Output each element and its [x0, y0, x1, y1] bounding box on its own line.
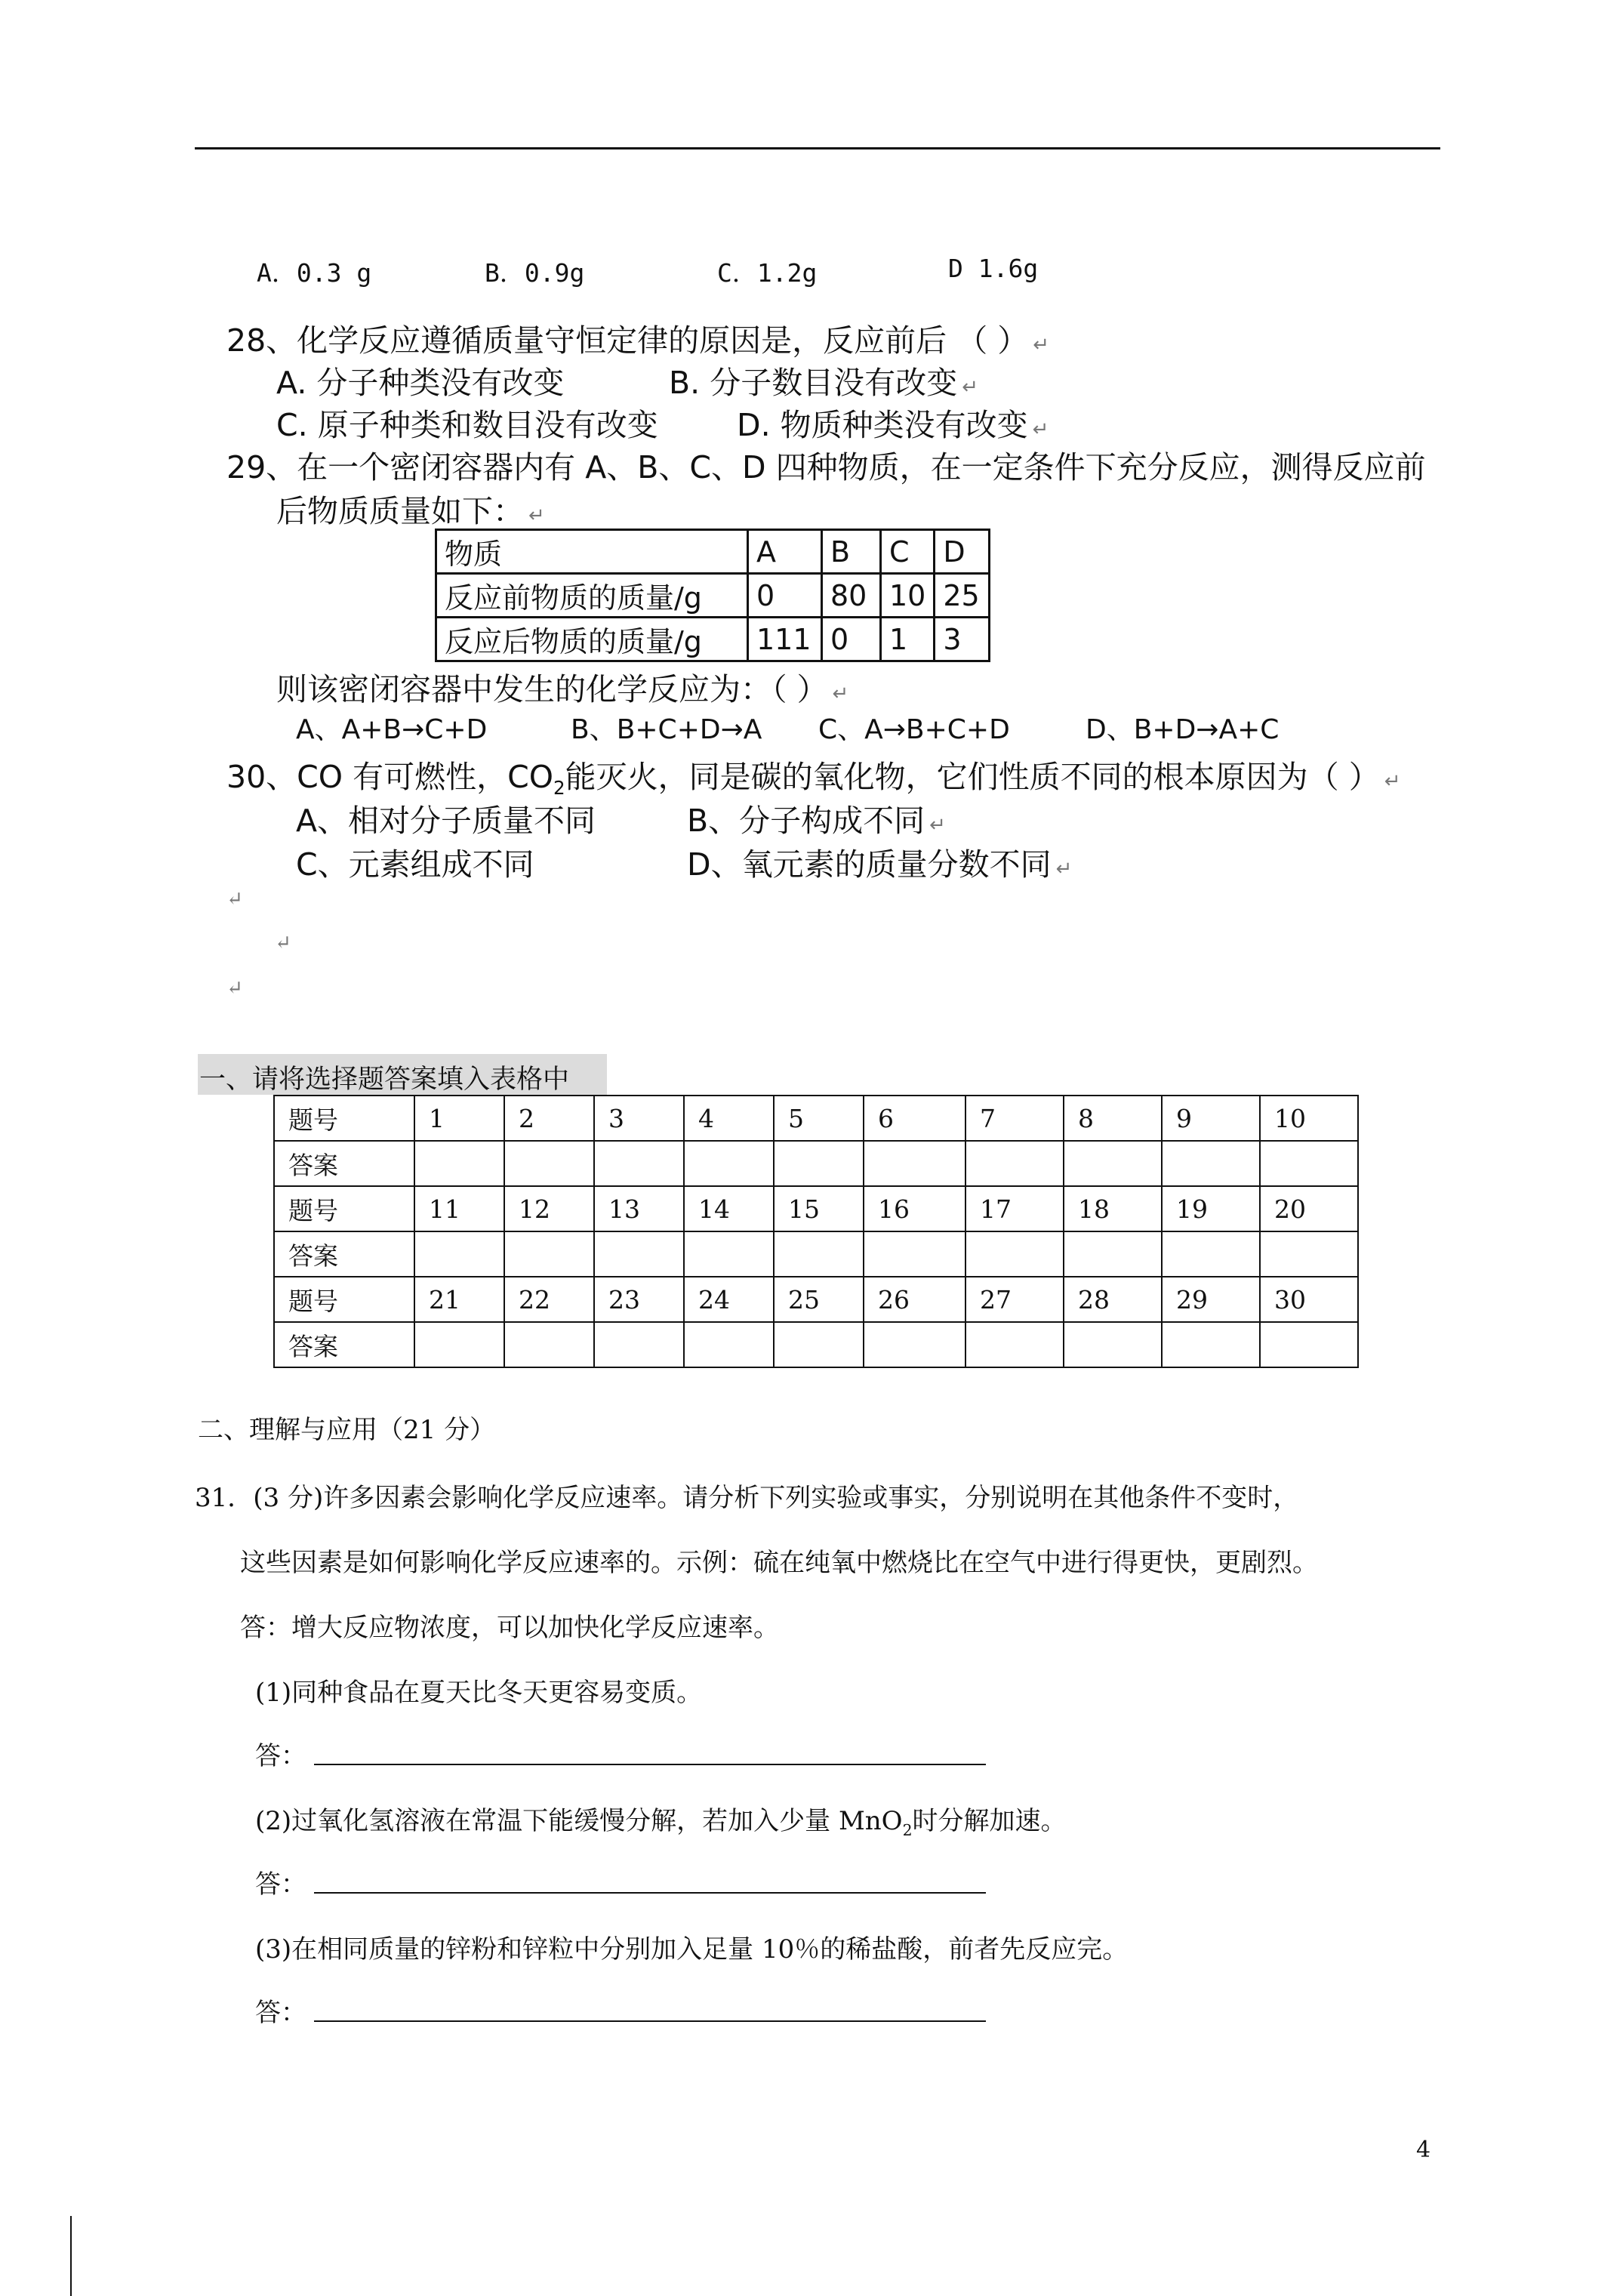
- q28-option-d: D. 物质种类没有改变 ↵: [737, 407, 1049, 443]
- answer-cell[interactable]: [684, 1231, 774, 1277]
- q27-option-c: C．1.2g: [717, 258, 818, 288]
- page-number: 4: [1416, 2137, 1431, 2163]
- question-number: 17: [965, 1186, 1064, 1231]
- q31-answer3-label: 答：: [255, 1998, 306, 2028]
- answer-cell[interactable]: [1260, 1322, 1358, 1367]
- answer-table-answer-row: [274, 1141, 1358, 1186]
- q29-option-d: D、B+D→A+C: [1086, 714, 1280, 745]
- q31-item1: (1)同种食品在夏天比冬天更容易变质。: [255, 1678, 703, 1708]
- row-label: 答案: [274, 1231, 414, 1277]
- question-number: 23: [594, 1277, 684, 1322]
- question-number: 24: [684, 1277, 774, 1322]
- mass-cell: 3: [935, 618, 990, 661]
- question-number: 14: [684, 1186, 774, 1231]
- answer-cell[interactable]: [1064, 1141, 1162, 1186]
- answer-cell[interactable]: [594, 1141, 684, 1186]
- q29-option-a: A、A+B→C+D: [296, 714, 488, 745]
- mass-cell: 反应后物质的质量/g: [436, 618, 748, 661]
- answer-cell[interactable]: [684, 1141, 774, 1186]
- q29-stem-line1: 29、在一个密闭容器内有 A、B、C、D 四种物质，在一定条件下充分反应，测得反应前: [226, 449, 1426, 485]
- q30-stem: 30、CO 有可燃性，$CO_2$能灭火，同是碳的氧化物，它们性质不同的根本原因为（ ） ↵: [226, 759, 1401, 800]
- q31-item3: (3)在相同质量的锌粉和锌粒中分别加入足量 10％的稀盐酸，前者先反应完。: [255, 1934, 1129, 1965]
- answer-table-answer-row: [274, 1231, 1358, 1277]
- mass-cell: 10: [881, 574, 935, 618]
- question-number: 25: [774, 1277, 864, 1322]
- mass-cell: 0: [748, 574, 822, 618]
- question-number: 29: [1162, 1277, 1260, 1322]
- answer-cell[interactable]: [1064, 1322, 1162, 1367]
- question-number: 15: [774, 1186, 864, 1231]
- row-label: 答案: [274, 1141, 414, 1186]
- paragraph-mark: ↵: [275, 932, 291, 954]
- answer-cell[interactable]: [864, 1231, 965, 1277]
- q29-option-b: B、B+C+D→A: [571, 714, 762, 745]
- answer-cell[interactable]: [965, 1231, 1064, 1277]
- answer-table-number-row: [274, 1096, 1358, 1141]
- mass-cell: 0: [822, 618, 881, 661]
- q27-option-d: D 1.6g: [948, 254, 1039, 283]
- answer-cell[interactable]: [414, 1141, 504, 1186]
- mass-cell: B: [822, 530, 881, 574]
- mass-table-row-after: [436, 618, 990, 661]
- answer-cell[interactable]: [504, 1231, 594, 1277]
- answer-cell[interactable]: [684, 1322, 774, 1367]
- mass-cell: D: [935, 530, 990, 574]
- question-number: 18: [1064, 1186, 1162, 1231]
- question-number: 22: [504, 1277, 594, 1322]
- q30-option-a: A、相对分子质量不同: [296, 803, 596, 839]
- answer-cell[interactable]: [965, 1141, 1064, 1186]
- answer-cell[interactable]: [1260, 1231, 1358, 1277]
- header-rule: [195, 147, 1440, 149]
- q31-line2: 这些因素是如何影响化学反应速率的。示例：硫在纯氧中燃烧比在空气中进行得更快，更剧烈。: [240, 1548, 1318, 1578]
- q31-line3: 答：增大反应物浓度，可以加快化学反应速率。: [240, 1613, 779, 1643]
- question-number: 6: [864, 1096, 965, 1141]
- question-number: 11: [414, 1186, 504, 1231]
- mass-cell: 反应前物质的质量/g: [436, 574, 748, 618]
- mass-cell: 80: [822, 574, 881, 618]
- q31-line1: 31．(3 分)许多因素会影响化学反应速率。请分析下列实验或事实，分别说明在其他条件不变时，: [195, 1483, 1299, 1513]
- mass-cell: 物质: [436, 530, 748, 574]
- answer-cell[interactable]: [1162, 1231, 1260, 1277]
- row-label: 题号: [274, 1096, 414, 1141]
- question-number: 4: [684, 1096, 774, 1141]
- q29-stem-line2: 后物质质量如下： ↵: [276, 493, 545, 529]
- q28-stem: 28、化学反应遵循质量守恒定律的原因是，反应前后 （ ） ↵: [226, 322, 1050, 359]
- answer-cell[interactable]: [864, 1141, 965, 1186]
- question-number: 20: [1260, 1186, 1358, 1231]
- answer-cell[interactable]: [504, 1322, 594, 1367]
- answer-cell[interactable]: [965, 1322, 1064, 1367]
- mass-cell: 111: [748, 618, 822, 661]
- question-number: 26: [864, 1277, 965, 1322]
- mass-table-header: [436, 530, 990, 574]
- row-label: 答案: [274, 1322, 414, 1367]
- answer-cell[interactable]: [414, 1231, 504, 1277]
- q28-option-c: C. 原子种类和数目没有改变: [276, 407, 658, 443]
- mass-cell: C: [881, 530, 935, 574]
- question-number: 28: [1064, 1277, 1162, 1322]
- answer2-line[interactable]: [314, 1892, 986, 1894]
- answer-cell[interactable]: [864, 1322, 965, 1367]
- answer1-line[interactable]: [314, 1764, 986, 1765]
- question-number: 12: [504, 1186, 594, 1231]
- answer3-line[interactable]: [314, 2020, 986, 2022]
- answer-cell[interactable]: [774, 1322, 864, 1367]
- answer-table-answer-row: [274, 1322, 1358, 1367]
- answer-cell[interactable]: [774, 1231, 864, 1277]
- answer-table-number-row: [274, 1186, 1358, 1231]
- question-number: 10: [1260, 1096, 1358, 1141]
- question-number: 13: [594, 1186, 684, 1231]
- answer-table: [273, 1095, 1359, 1368]
- question-number: 5: [774, 1096, 864, 1141]
- answer-cell[interactable]: [1064, 1231, 1162, 1277]
- q30-option-d: D、氧元素的质量分数不同 ↵: [687, 846, 1073, 883]
- row-label: 题号: [274, 1277, 414, 1322]
- mass-cell: A: [748, 530, 822, 574]
- question-number: 9: [1162, 1096, 1260, 1141]
- answer-cell[interactable]: [504, 1141, 594, 1186]
- mass-cell: 1: [881, 618, 935, 661]
- question-number: 30: [1260, 1277, 1358, 1322]
- q31-answer2-label: 答：: [255, 1869, 306, 1900]
- q27-option-b: B．0.9g: [485, 258, 585, 288]
- q31-item2: (2)过氧化氢溶液在常温下能缓慢分解，若加入少量 MnO$_2$时分解加速。: [255, 1806, 1067, 1839]
- q30-option-b: B、分子构成不同 ↵: [687, 803, 946, 839]
- question-number: 21: [414, 1277, 504, 1322]
- q27-option-a: A．0.3 g: [257, 258, 372, 288]
- answer-cell[interactable]: [1162, 1141, 1260, 1186]
- section2-title: 二、理解与应用（21 分）: [198, 1415, 496, 1445]
- answer-cell[interactable]: [414, 1322, 504, 1367]
- question-number: 7: [965, 1096, 1064, 1141]
- q28-option-a: A. 分子种类没有改变: [276, 365, 565, 401]
- question-number: 16: [864, 1186, 965, 1231]
- question-number: 3: [594, 1096, 684, 1141]
- question-number: 1: [414, 1096, 504, 1141]
- q29-option-c: C、A→B+C+D: [818, 714, 1010, 745]
- answer-cell[interactable]: [594, 1322, 684, 1367]
- margin-rule: [70, 2216, 72, 2296]
- row-label: 题号: [274, 1186, 414, 1231]
- paragraph-mark: ↵: [226, 888, 243, 911]
- question-number: 2: [504, 1096, 594, 1141]
- answer-cell[interactable]: [1260, 1141, 1358, 1186]
- paragraph-mark: ↵: [226, 977, 243, 1000]
- answer-cell[interactable]: [594, 1231, 684, 1277]
- section1-title: 一、请将选择题答案填入表格中: [199, 1065, 570, 1095]
- q30-option-c: C、元素组成不同: [296, 846, 534, 883]
- mass-table-row-before: [436, 574, 990, 618]
- q28-option-b: B. 分子数目没有改变 ↵: [669, 365, 978, 401]
- question-number: 19: [1162, 1186, 1260, 1231]
- answer-cell[interactable]: [1162, 1322, 1260, 1367]
- answer-cell[interactable]: [774, 1141, 864, 1186]
- question-number: 8: [1064, 1096, 1162, 1141]
- question-number: 27: [965, 1277, 1064, 1322]
- mass-cell: 25: [935, 574, 990, 618]
- mass-table: [435, 529, 990, 662]
- answer-table-number-row: [274, 1277, 1358, 1322]
- q29-question: 则该密闭容器中发生的化学反应为：（ ） ↵: [276, 671, 849, 707]
- q31-answer1-label: 答：: [255, 1741, 306, 1771]
